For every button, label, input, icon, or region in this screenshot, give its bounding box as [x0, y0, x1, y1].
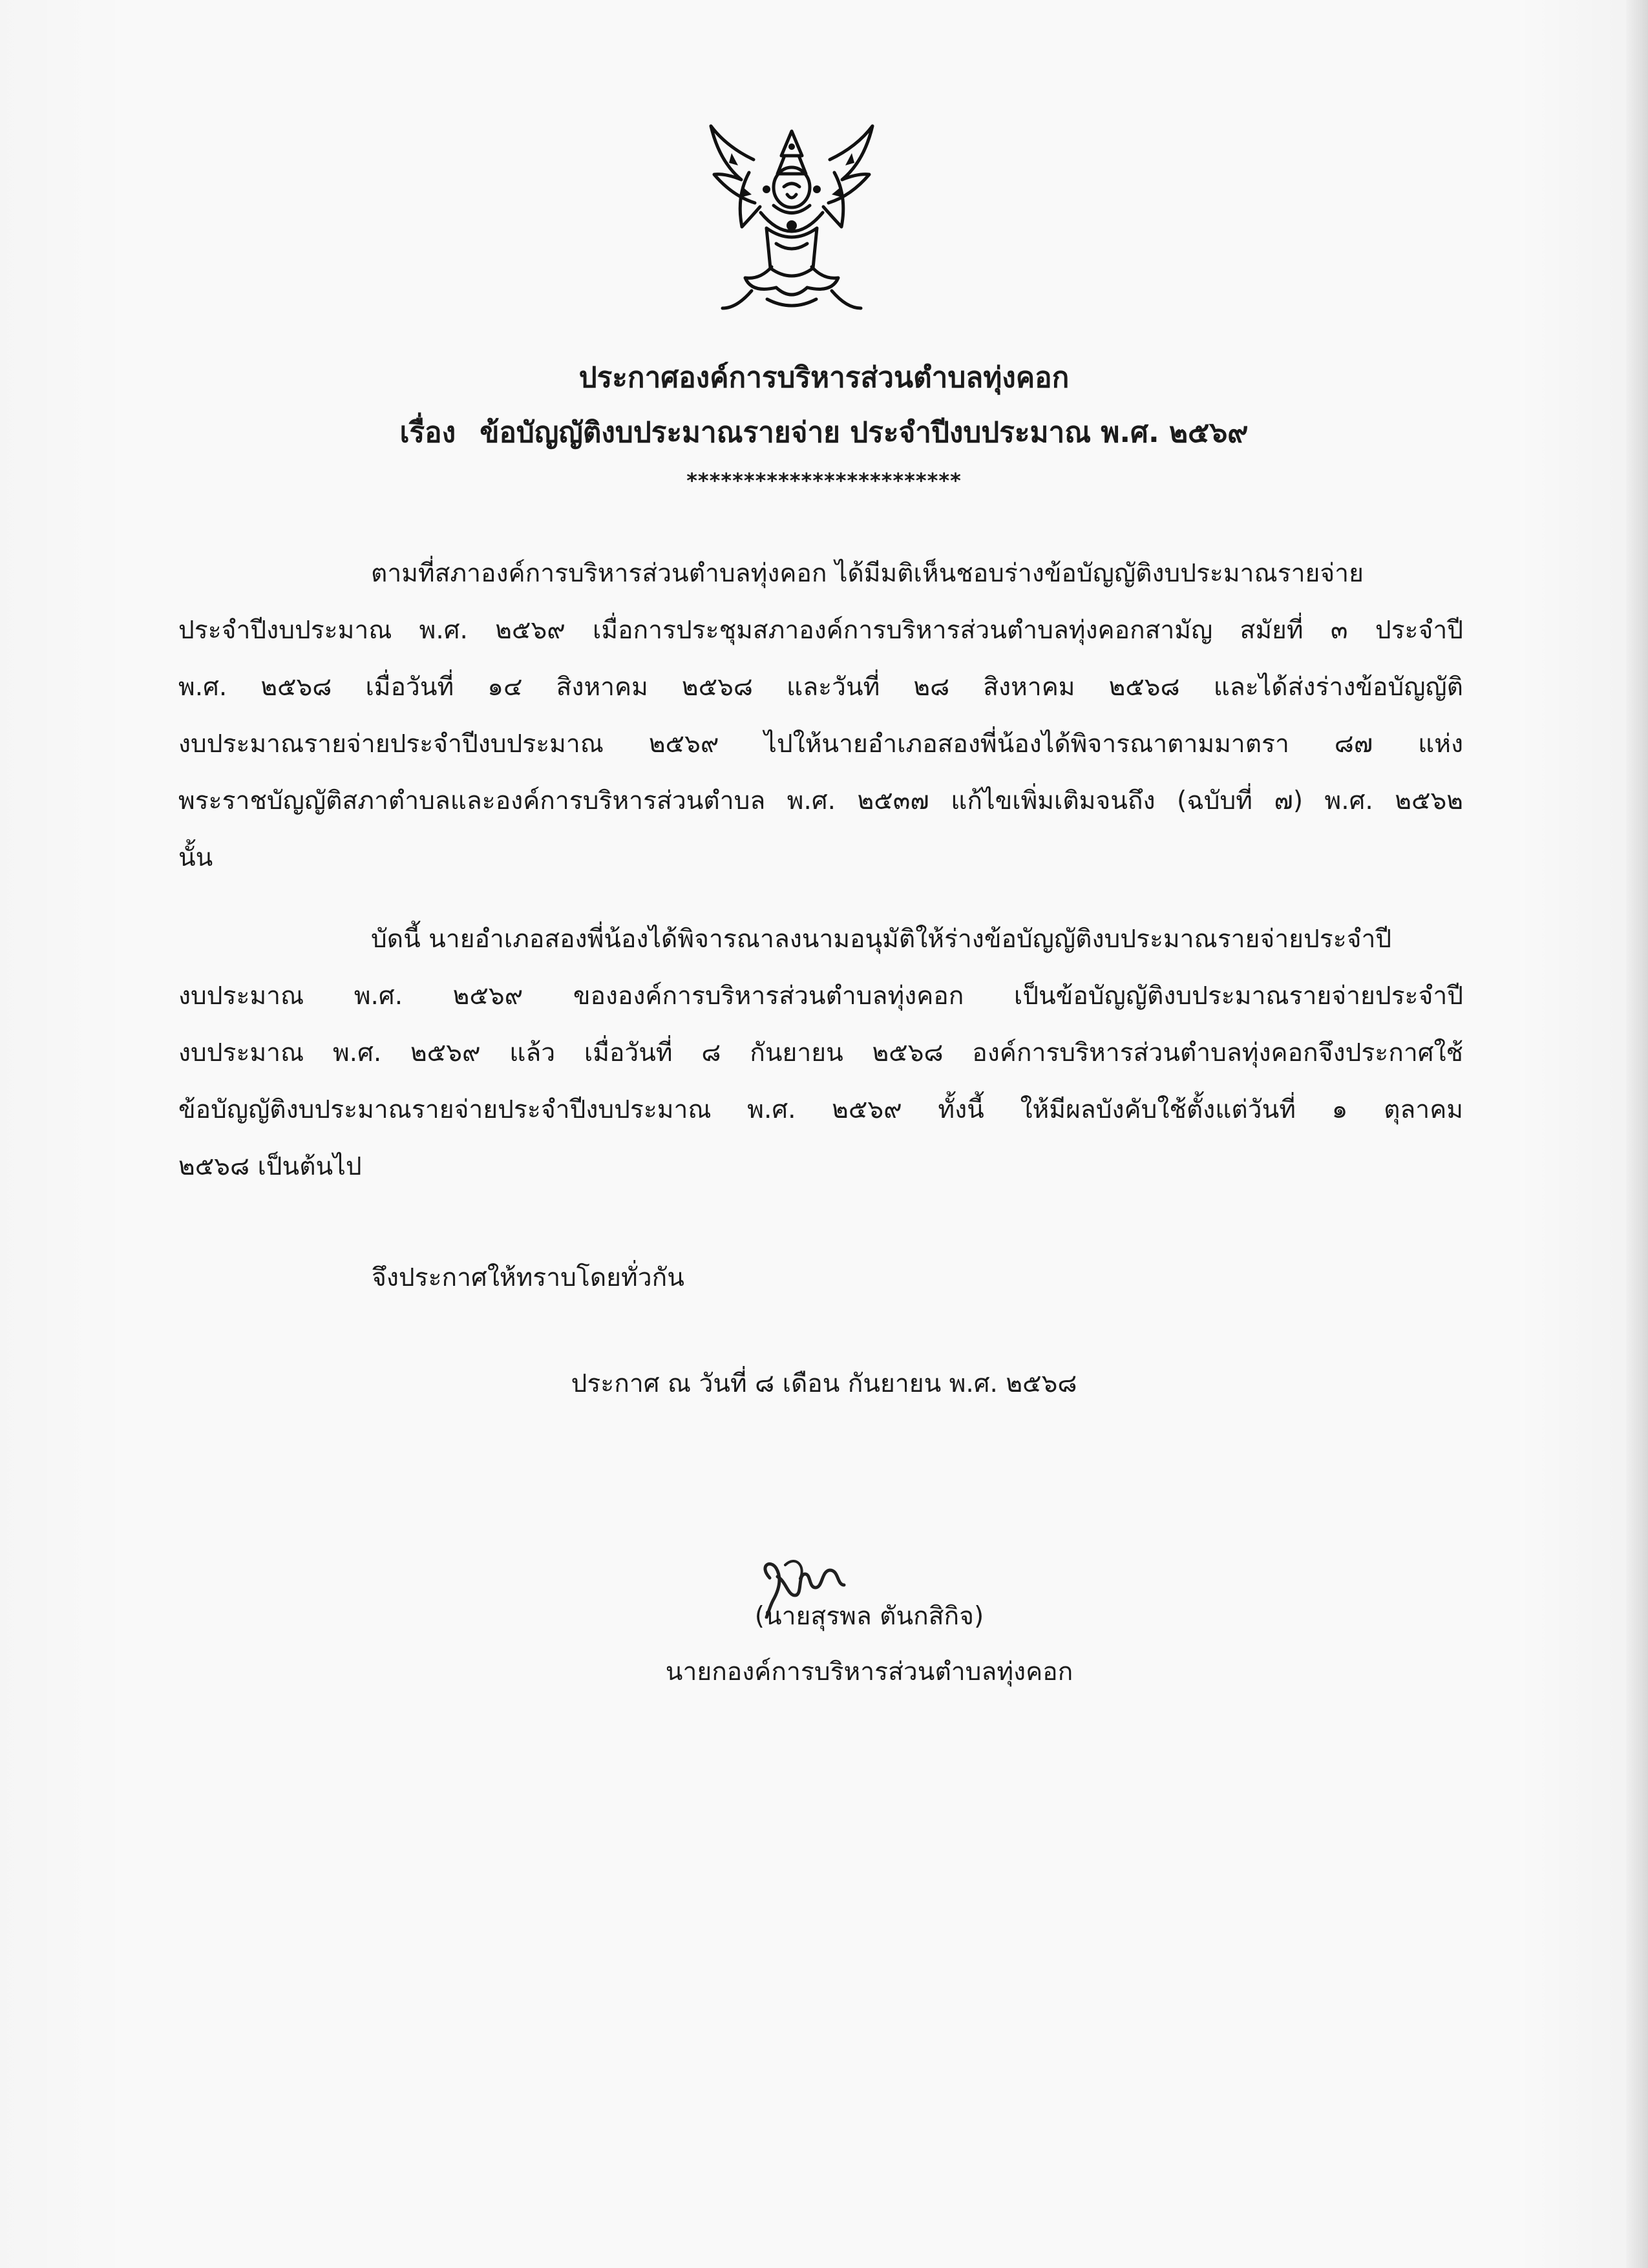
paragraph-1-line-6: นั้น — [178, 843, 213, 872]
paragraph-1-line-1: ตามที่สภาองค์การบริหารส่วนตำบลทุ่งคอก ได้มีมติเห็นชอบร่างข้อบัญญัติงบประมาณรายจ่าย — [371, 559, 1364, 588]
garuda-emblem-icon — [695, 113, 889, 320]
paragraph-2-line-5: ๒๕๖๘ เป็นต้นไป — [178, 1152, 362, 1181]
signer-position: นายกองค์การบริหารส่วนตำบลทุ่งคอก — [665, 1657, 1073, 1686]
announcement-subject — [0, 414, 1648, 452]
paragraph-2-line-3: งบประมาณ พ.ศ. ๒๕๖๙ แล้ว เมื่อวันที่ ๘ กันยายน ๒๕๖๘ องค์การบริหารส่วนตำบลทุ่งคอกจึงประกาศใช้ — [178, 1038, 1463, 1067]
subject-label: เรื่อง — [399, 416, 456, 449]
announcement-title: ประกาศองค์การบริหารส่วนตำบลทุ่งคอก — [578, 361, 1070, 394]
paragraph-2-line-2: งบประมาณ พ.ศ. ๒๕๖๙ ขององค์การบริหารส่วนตำบลทุ่งคอก เป็นข้อบัญญัติงบประมาณรายจ่ายประจำปี — [178, 982, 1463, 1011]
closing-statement: จึงประกาศให้ทราบโดยทั่วกัน — [372, 1263, 684, 1292]
paragraph-2-line-1: บัดนี้ นายอำเภอสองพี่น้องได้พิจารณาลงนามอนุมัติให้ร่างข้อบัญญัติงบประมาณรายจ่ายประจำปี — [371, 925, 1392, 954]
paragraph-1-line-5: พระราชบัญญัติสภาตำบลและองค์การบริหารส่วนตำบล พ.ศ. ๒๕๓๗ แก้ไขเพิ่มเติมจนถึง (ฉบับที่ ๗) พ.ศ. ๒๕๖๒ — [178, 786, 1463, 815]
star-separator: ************************ — [686, 468, 962, 493]
scan-edge — [1626, 0, 1648, 2268]
paragraph-1-line-3: พ.ศ. ๒๕๖๘ เมื่อวันที่ ๑๔ สิงหาคม ๒๕๖๘ และวันที่ ๒๘ สิงหาคม ๒๕๖๘ และได้ส่งร่างข้อบัญญัติ — [178, 673, 1463, 702]
paragraph-1-line-4: งบประมาณรายจ่ายประจำปีงบประมาณ ๒๕๖๙ ไปให้นายอำเภอสองพี่น้องได้พิจารณาตามมาตรา ๘๗ แห่ง — [178, 730, 1463, 759]
announcement-date: ประกาศ ณ วันที่ ๘ เดือน กันยายน พ.ศ. ๒๕๖๘ — [571, 1369, 1077, 1398]
signer-name: (นายสุรพล ตันกสิกิจ) — [754, 1602, 984, 1631]
paragraph-1-line-2: ประจำปีงบประมาณ พ.ศ. ๒๕๖๙ เมื่อการประชุมสภาองค์การบริหารส่วนตำบลทุ่งคอกสามัญ สมัยที่ ๓ ประจำปี — [178, 616, 1463, 645]
paragraph-2-line-4: ข้อบัญญัติงบประมาณรายจ่ายประจำปีงบประมาณ พ.ศ. ๒๕๖๙ ทั้งนี้ ให้มีผลบังคับใช้ตั้งแต่วันที่ ๑ ตุลาคม — [178, 1095, 1463, 1124]
subject-text: ข้อบัญญัติงบประมาณรายจ่าย ประจำปีงบประมาณ พ.ศ. ๒๕๖๙ — [480, 416, 1249, 449]
